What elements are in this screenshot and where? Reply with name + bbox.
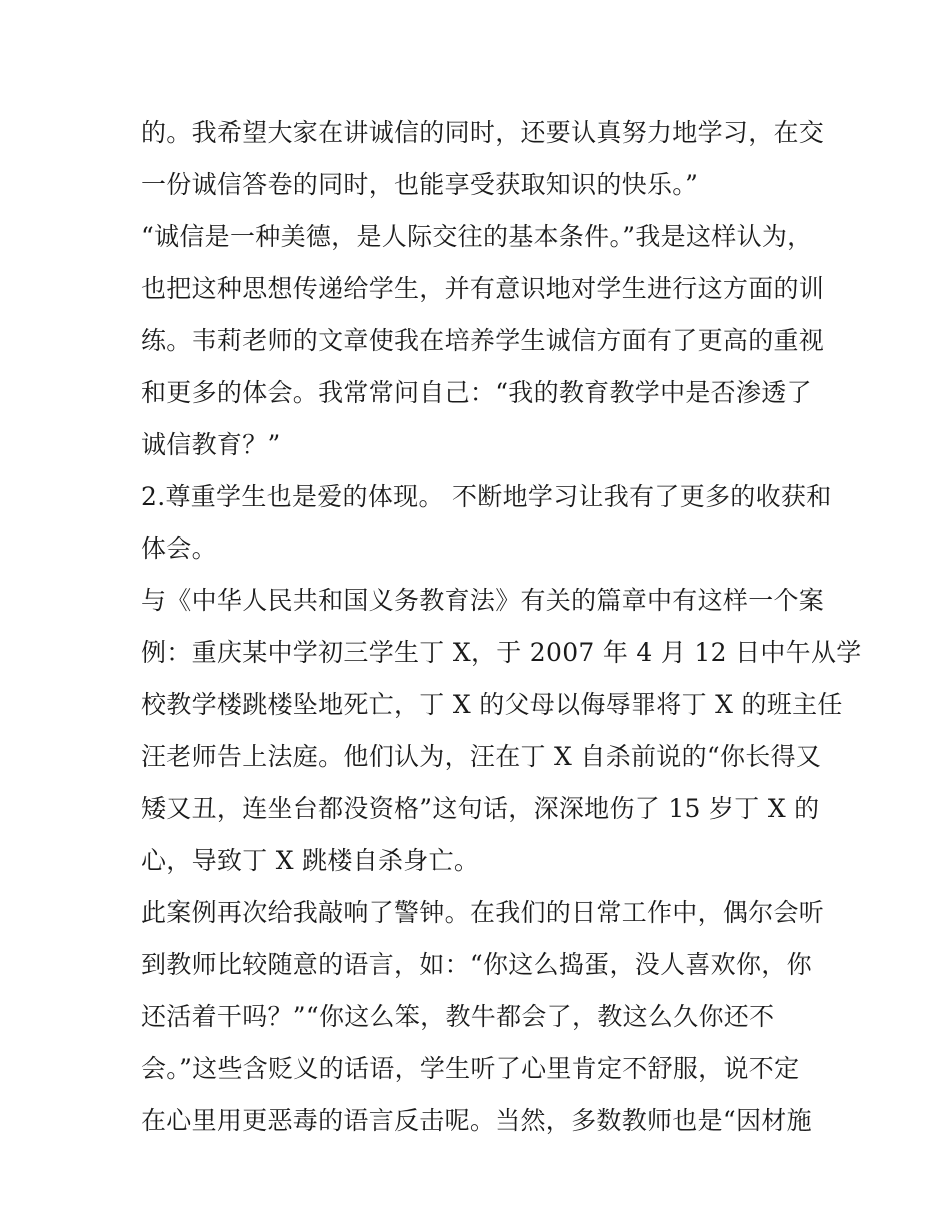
text-line: 练。韦莉老师的文章使我在培养学生诚信方面有了更高的重视 xyxy=(141,326,825,355)
text-line: 矮又丑，连坐台都没资格”这句话，深深地伤了 15 岁丁 X 的 xyxy=(141,794,820,823)
text-line: 的。我希望大家在讲诚信的同时，还要认真努力地学习，在交 xyxy=(141,118,825,147)
text-line: 到教师比较随意的语言，如：“你这么捣蛋，没人喜欢你，你 xyxy=(141,950,812,979)
text-line: 在心里用更恶毒的语言反击呢。当然，多数教师也是“因材施 xyxy=(141,1106,812,1135)
text-line: 2.尊重学生也是爱的体现。 不断地学习让我有了更多的收获和 xyxy=(141,482,832,511)
text-line: 心，导致丁 X 跳楼自杀身亡。 xyxy=(141,846,480,875)
text-line: 诚信教育？” xyxy=(141,430,281,459)
text-line: 一份诚信答卷的同时，也能享受获取知识的快乐。” xyxy=(141,170,699,199)
document-body xyxy=(141,107,862,1147)
text-line: 还活着干吗？”“你这么笨，教牛都会了，教这么久你还不 xyxy=(141,1002,775,1031)
text-line: 汪老师告上法庭。他们认为，汪在丁 X 自杀前说的“你长得又 xyxy=(141,742,822,771)
text-line: 也把这种思想传递给学生，并有意识地对学生进行这方面的训 xyxy=(141,274,825,303)
text-line: 会。”这些含贬义的话语，学生听了心里肯定不舒服，说不定 xyxy=(141,1054,800,1083)
text-line: 体会。 xyxy=(141,534,217,563)
text-line: 此案例再次给我敲响了警钟。在我们的日常工作中，偶尔会听 xyxy=(141,898,825,927)
text-line: “诚信是一种美德，是人际交往的基本条件。”我是这样认为， xyxy=(141,222,813,251)
text-line: 与《中华人民共和国义务教育法》有关的篇章中有这样一个案 xyxy=(141,586,825,615)
text-line: 和更多的体会。我常常问自己：“我的教育教学中是否渗透了 xyxy=(141,378,812,407)
text-line: 校教学楼跳楼坠地死亡，丁 X 的父母以侮辱罪将丁 X 的班主任 xyxy=(141,690,843,719)
text-line: 例：重庆某中学初三学生丁 X，于 2007 年 4 月 12 日中午从学 xyxy=(141,638,862,667)
